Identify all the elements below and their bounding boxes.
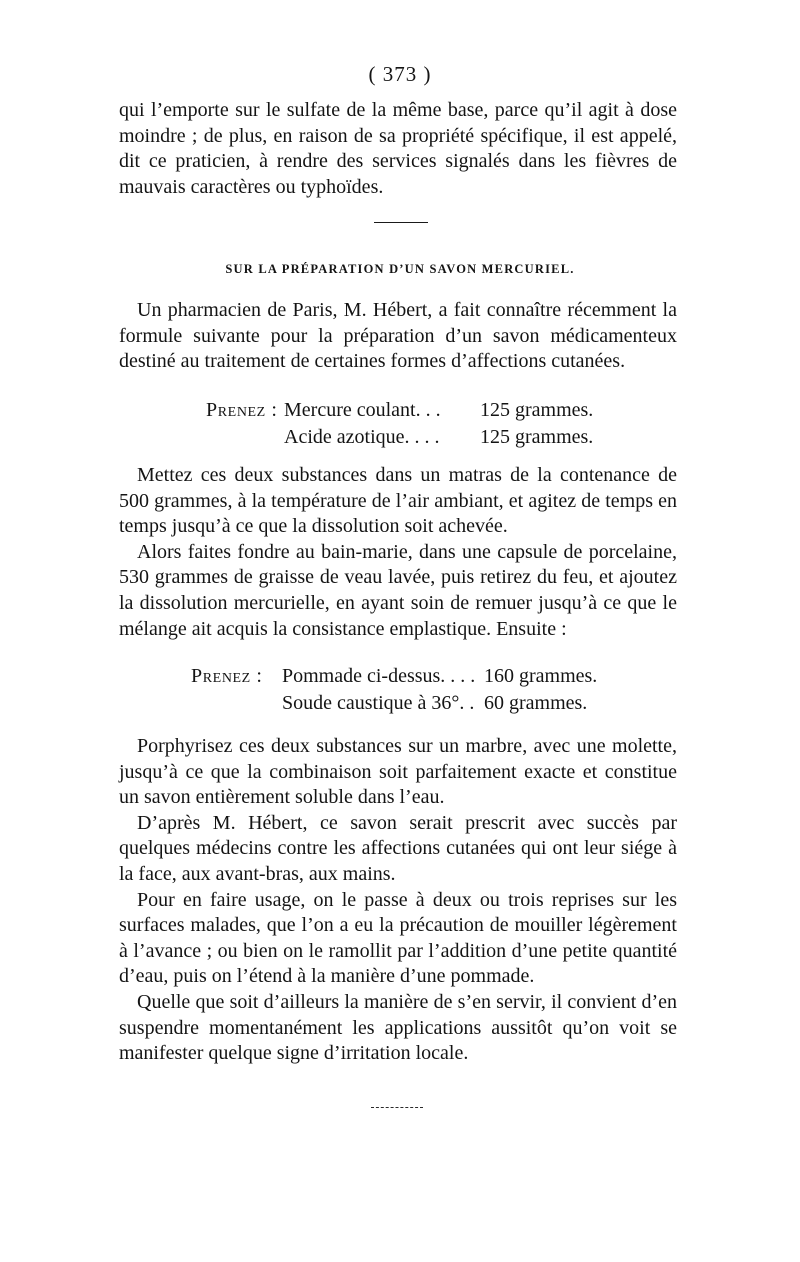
prenez-label: Prenez : [206, 399, 278, 421]
end-divider [371, 1107, 423, 1108]
recipe-row [206, 397, 626, 424]
ingredient-quantity: 125 grammes. [480, 399, 594, 421]
section-title: SUR LA PRÉPARATION D’UN SAVON MERCURIEL. [225, 262, 575, 276]
section-divider [374, 222, 428, 223]
final-paragraphs [119, 734, 677, 1067]
final-text: D’après M. Hébert, ce savon serait prescrit avec succès par quelques médecins contre les affections cutanées qui ont leur siége à la face, aux avant-bras, aux mains. [119, 811, 677, 885]
continuation-paragraph [119, 98, 677, 200]
final-text: Pour en faire usage, on le passe à deux ou trois reprises sur les surfaces malades, que l’on a eu la précaution de mouiller légèrement à l’avance ; ou bien on le ramollit par l’addition d’une petite quantité d’eau, puis on l’étend à la manière d’une pommade. [119, 888, 677, 988]
ingredient-name: Mercure coulant. . . [284, 399, 441, 421]
final-text: Porphyrisez ces deux substances sur un marbre, avec une molette, jusqu’à ce que la combinaison soit parfaitement exacte et constitue un savon entièrement soluble dans l’eau. [119, 735, 677, 809]
recipe-formula-2 [191, 663, 631, 717]
recipe-row [206, 424, 626, 451]
recipe-row [191, 663, 631, 690]
final-text: Quelle que soit d’ailleurs la manière de s’en servir, il convient d’en suspendre momentanément les applications aussitôt qu’on voit se manifester quelque signe d’irritation locale. [119, 990, 677, 1065]
recipe-row [191, 690, 631, 717]
preparation-paragraphs [119, 463, 677, 642]
prenez-label: Prenez : [191, 665, 263, 687]
continuation-text: qui l’emporte sur le sulfate de la même base, parce qu’il agit à dose moindre ; de plus, en raison de sa propriété spécifique, il est appelé, dit ce praticien, à rendre des services signalés dans les fièvres de mauvais caractères ou typhoïdes. [119, 99, 677, 198]
ingredient-quantity: 125 grammes. [480, 426, 594, 448]
intro-paragraph [119, 298, 677, 375]
ingredient-name: Acide azotique. . . . [284, 426, 440, 448]
preparation-text: Mettez ces deux substances dans un matras de la contenance de 500 grammes, à la température de l’air ambiant, et agitez de temps en temps jusqu’à ce que la dissolution soit achevée. [119, 464, 677, 538]
ingredient-name: Soude caustique à 36°. . [282, 692, 475, 714]
page-number: ( 373 ) [368, 62, 432, 86]
intro-text: Un pharmacien de Paris, M. Hébert, a fait connaître récemment la formule suivante pour la préparation d’un savon médicamenteux destiné au traitement de certaines formes d’affections cutanées. [119, 299, 677, 373]
preparation-text: Alors faites fondre au bain-marie, dans une capsule de porcelaine, 530 grammes de graisse de veau lavée, puis retirez du feu, et ajoutez la dissolution mercurielle, en ayant soin de remuer jusqu’à ce que le mélange ait acquis la consistance emplastique. Ensuite : [119, 540, 677, 640]
recipe-formula-1 [206, 397, 626, 451]
ingredient-name: Pommade ci-dessus. . . . [282, 665, 476, 687]
ingredient-quantity: 160 grammes. [484, 665, 598, 687]
ingredient-quantity: 60 grammes. [484, 692, 588, 714]
